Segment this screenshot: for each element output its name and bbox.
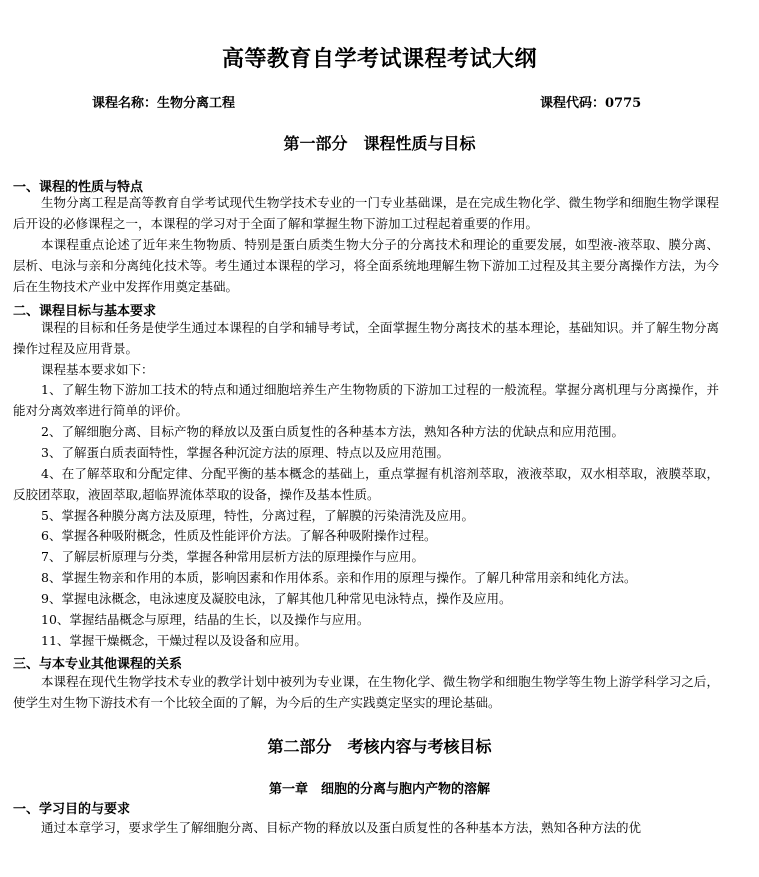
part1-title: 第一部分 课程性质与目标 bbox=[283, 134, 476, 153]
requirement-item: 2、了解细胞分离、目标产物的释放以及蛋白质复性的各种基本方法，熟知各种方法的优缺点和应用范围。 bbox=[41, 424, 624, 439]
course-code: 课程代码：0775 bbox=[540, 96, 642, 111]
chapter1-title: 第一章 细胞的分离与胞内产物的溶解 bbox=[268, 782, 490, 797]
section2-intro: 课程基本要求如下： bbox=[41, 362, 154, 377]
section2-paragraph-1: 课程的目标和任务是使学生通过本课程的自学和辅导考试，全面掌握生物分离技术的基本理论，基础知识。并了解生物分离操作过程及应用背景。 bbox=[13, 320, 719, 356]
section4-paragraph-1: 通过本章学习，要求学生了解细胞分离、目标产物的释放以及蛋白质复性的各种基本方法，熟知各种方法的优 bbox=[41, 820, 642, 835]
requirement-item: 8、掌握生物亲和作用的本质，影响因素和作用体系。亲和作用的原理与操作。了解几种常用亲和纯化方法。 bbox=[41, 570, 637, 585]
part2-title: 第二部分 考核内容与考核目标 bbox=[267, 737, 492, 756]
section3-paragraph-1: 本课程在现代生物学技术专业的教学计划中被列为专业课，在生物化学、微生物学和细胞生物学等生物上游学科学习之后，使学生对生物下游技术有一个比较全面的了解，为今后的生产实践奠定坚实的理论基础。 bbox=[13, 674, 719, 710]
requirement-item: 1、了解生物下游加工技术的特点和通过细胞培养生产生物物质的下游加工过程的一般流程。掌握分离机理与分离操作，并能对分离效率进行简单的评价。 bbox=[13, 382, 719, 418]
requirement-item: 4、在了解萃取和分配定律、分配平衡的基本概念的基础上，重点掌握有机溶剂萃取，液液萃取，双水相萃取，液膜萃取，反胶团萃取，液固萃取,超临界流体萃取的设备，操作及基本性质。 bbox=[13, 466, 719, 502]
section1-paragraph-2: 本课程重点论述了近年来生物物质、特别是蛋白质类生物大分子的分离技术和理论的重要发展，如型液-液萃取、膜分离、层析、电泳与亲和分离纯化技术等。考生通过本课程的学习，将全面系统地理解生物下游加工过程及其主要分离操作方法，为今后在生物技术产业中发挥作用奠定基础。 bbox=[13, 237, 719, 294]
section1-heading: 一、课程的性质与特点 bbox=[13, 180, 144, 195]
requirement-item: 10、掌握结晶概念与原理，结晶的生长，以及操作与应用。 bbox=[41, 612, 370, 627]
course-name: 课程名称：生物分离工程 bbox=[92, 96, 236, 111]
document-title: 高等教育自学考试课程考试大纲 bbox=[221, 46, 537, 72]
requirement-item: 9、掌握电泳概念，电泳速度及凝胶电泳，了解其他几种常见电泳特点，操作及应用。 bbox=[41, 591, 512, 606]
requirement-item: 3、了解蛋白质表面特性，掌握各种沉淀方法的原理、特点以及应用范围。 bbox=[41, 445, 449, 460]
requirement-item: 5、掌握各种膜分离方法及原理，特性，分离过程，了解膜的污染清洗及应用。 bbox=[41, 508, 474, 523]
requirement-item: 11、掌握干燥概念，干燥过程以及设备和应用。 bbox=[41, 633, 307, 648]
requirement-item: 7、了解层析原理与分类，掌握各种常用层析方法的原理操作与应用。 bbox=[41, 549, 424, 564]
requirement-item: 6、掌握各种吸附概念，性质及性能评价方法。了解各种吸附操作过程。 bbox=[41, 528, 437, 543]
section2-heading: 二、课程目标与基本要求 bbox=[13, 304, 157, 319]
section4-heading: 一、学习目的与要求 bbox=[13, 802, 131, 817]
section3-heading: 三、与本专业其他课程的关系 bbox=[13, 657, 183, 672]
section1-paragraph-1: 生物分离工程是高等教育自学考试现代生物学技术专业的一门专业基础课，是在完成生物化学、微生物学和细胞生物学课程后开设的必修课程之一，本课程的学习对于全面了解和掌握生物下游加工过程起着重要的作用。 bbox=[13, 195, 719, 231]
